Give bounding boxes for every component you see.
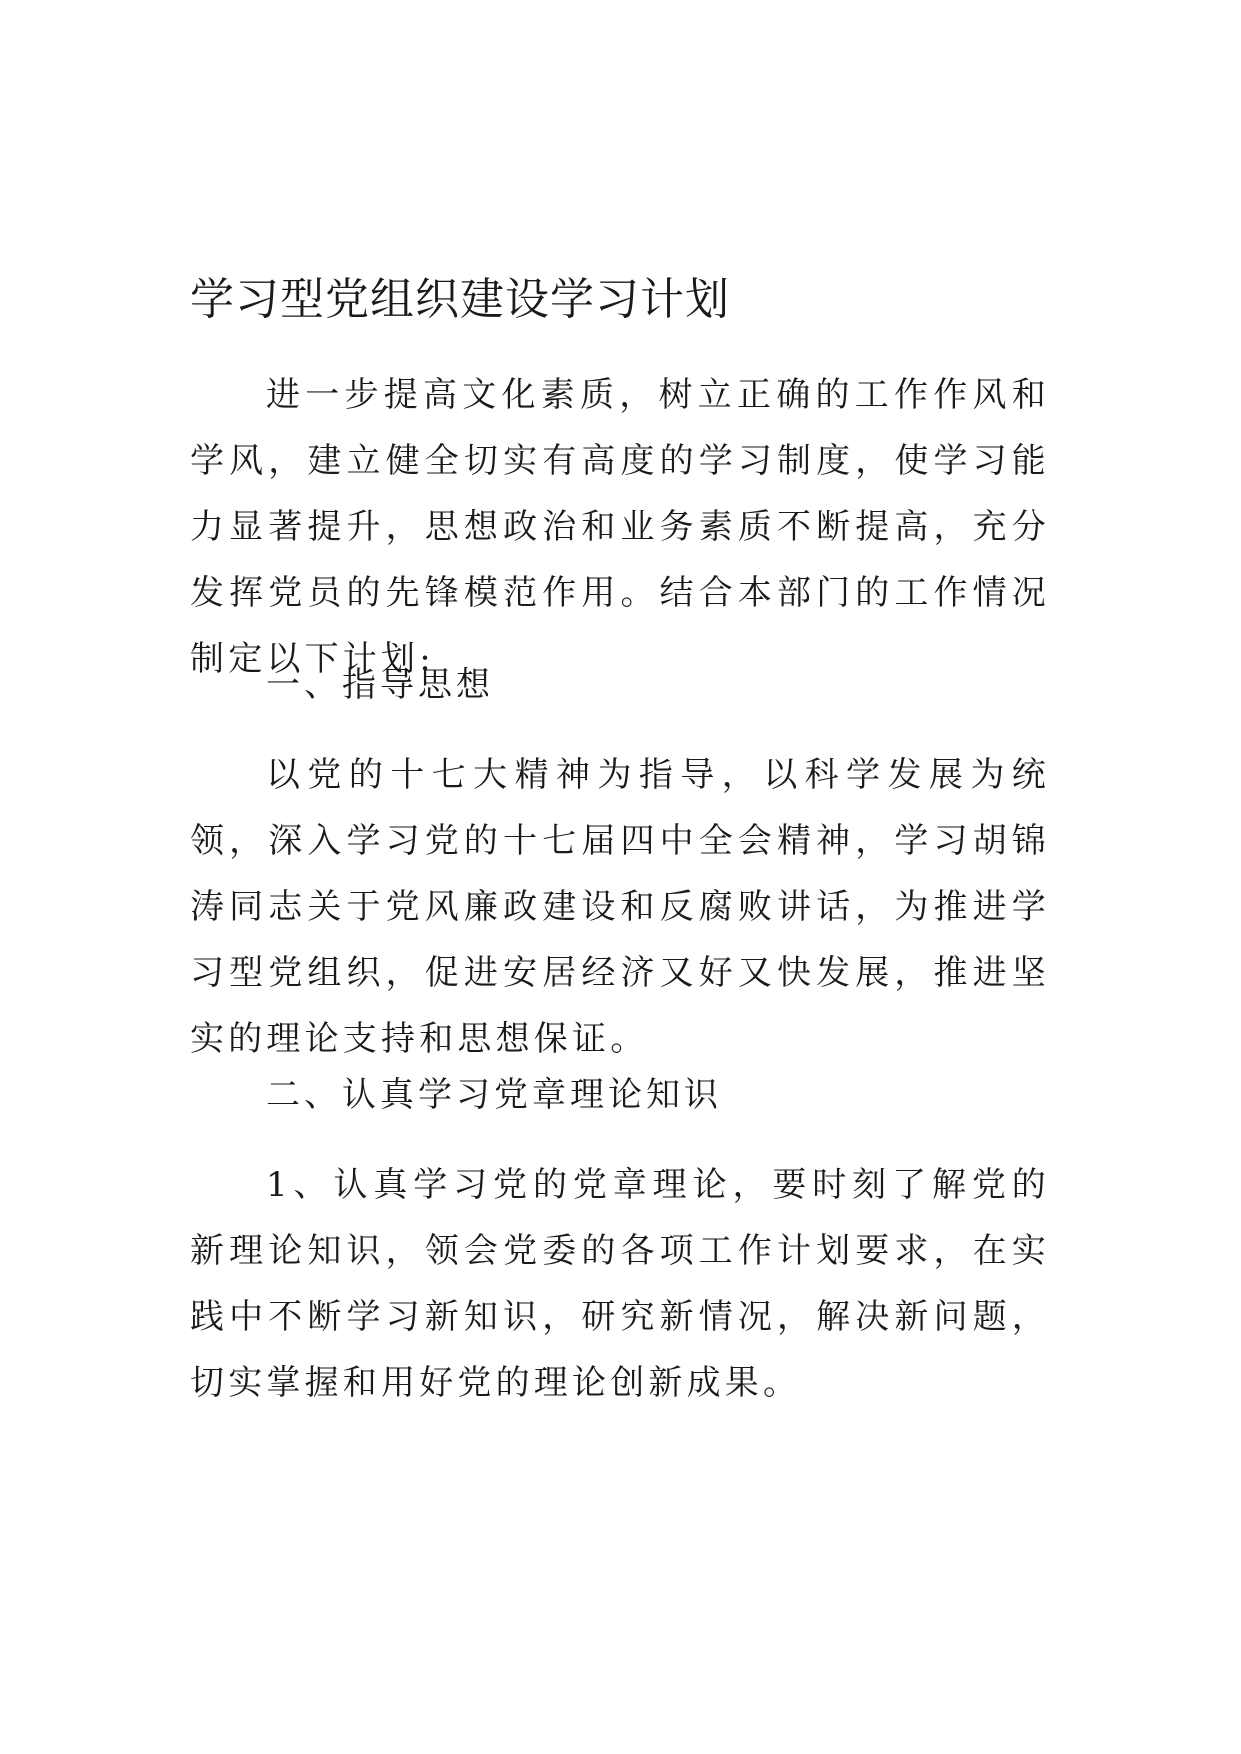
section-paragraph-guiding-ideology: 以党的十七大精神为指导，以科学发展为统领，深入学习党的十七届四中全会精神，学习胡锦涛同志关于党风廉政建设和反腐败讲话，为推进学习型党组织，促进安居经济又好又快发展，推进坚实的理论支持和思想保证。 (190, 755, 1050, 1059)
intro-paragraph: 进一步提高文化素质，树立正确的工作作风和学风，建立健全切实有高度的学习制度，使学习能力显著提升，思想政治和业务素质不断提高，充分发挥党员的先锋模范作用。结合本部门的工作情况制定以下计划: (190, 375, 1050, 679)
document-title: 学习型党组织建设学习计划 (190, 274, 730, 325)
section-paragraph-party-constitution-item-1: 1、认真学习党的党章理论，要时刻了解党的新理论知识，领会党委的各项工作计划要求，在实践中不断学习新知识，研究新情况，解决新问题，切实掌握和用好党的理论创新成果。 (190, 1165, 1050, 1403)
section-heading-party-constitution: 二、认真学习党章理论知识 (266, 1075, 722, 1115)
section-heading-guiding-ideology: 一、指导思想 (266, 665, 494, 705)
